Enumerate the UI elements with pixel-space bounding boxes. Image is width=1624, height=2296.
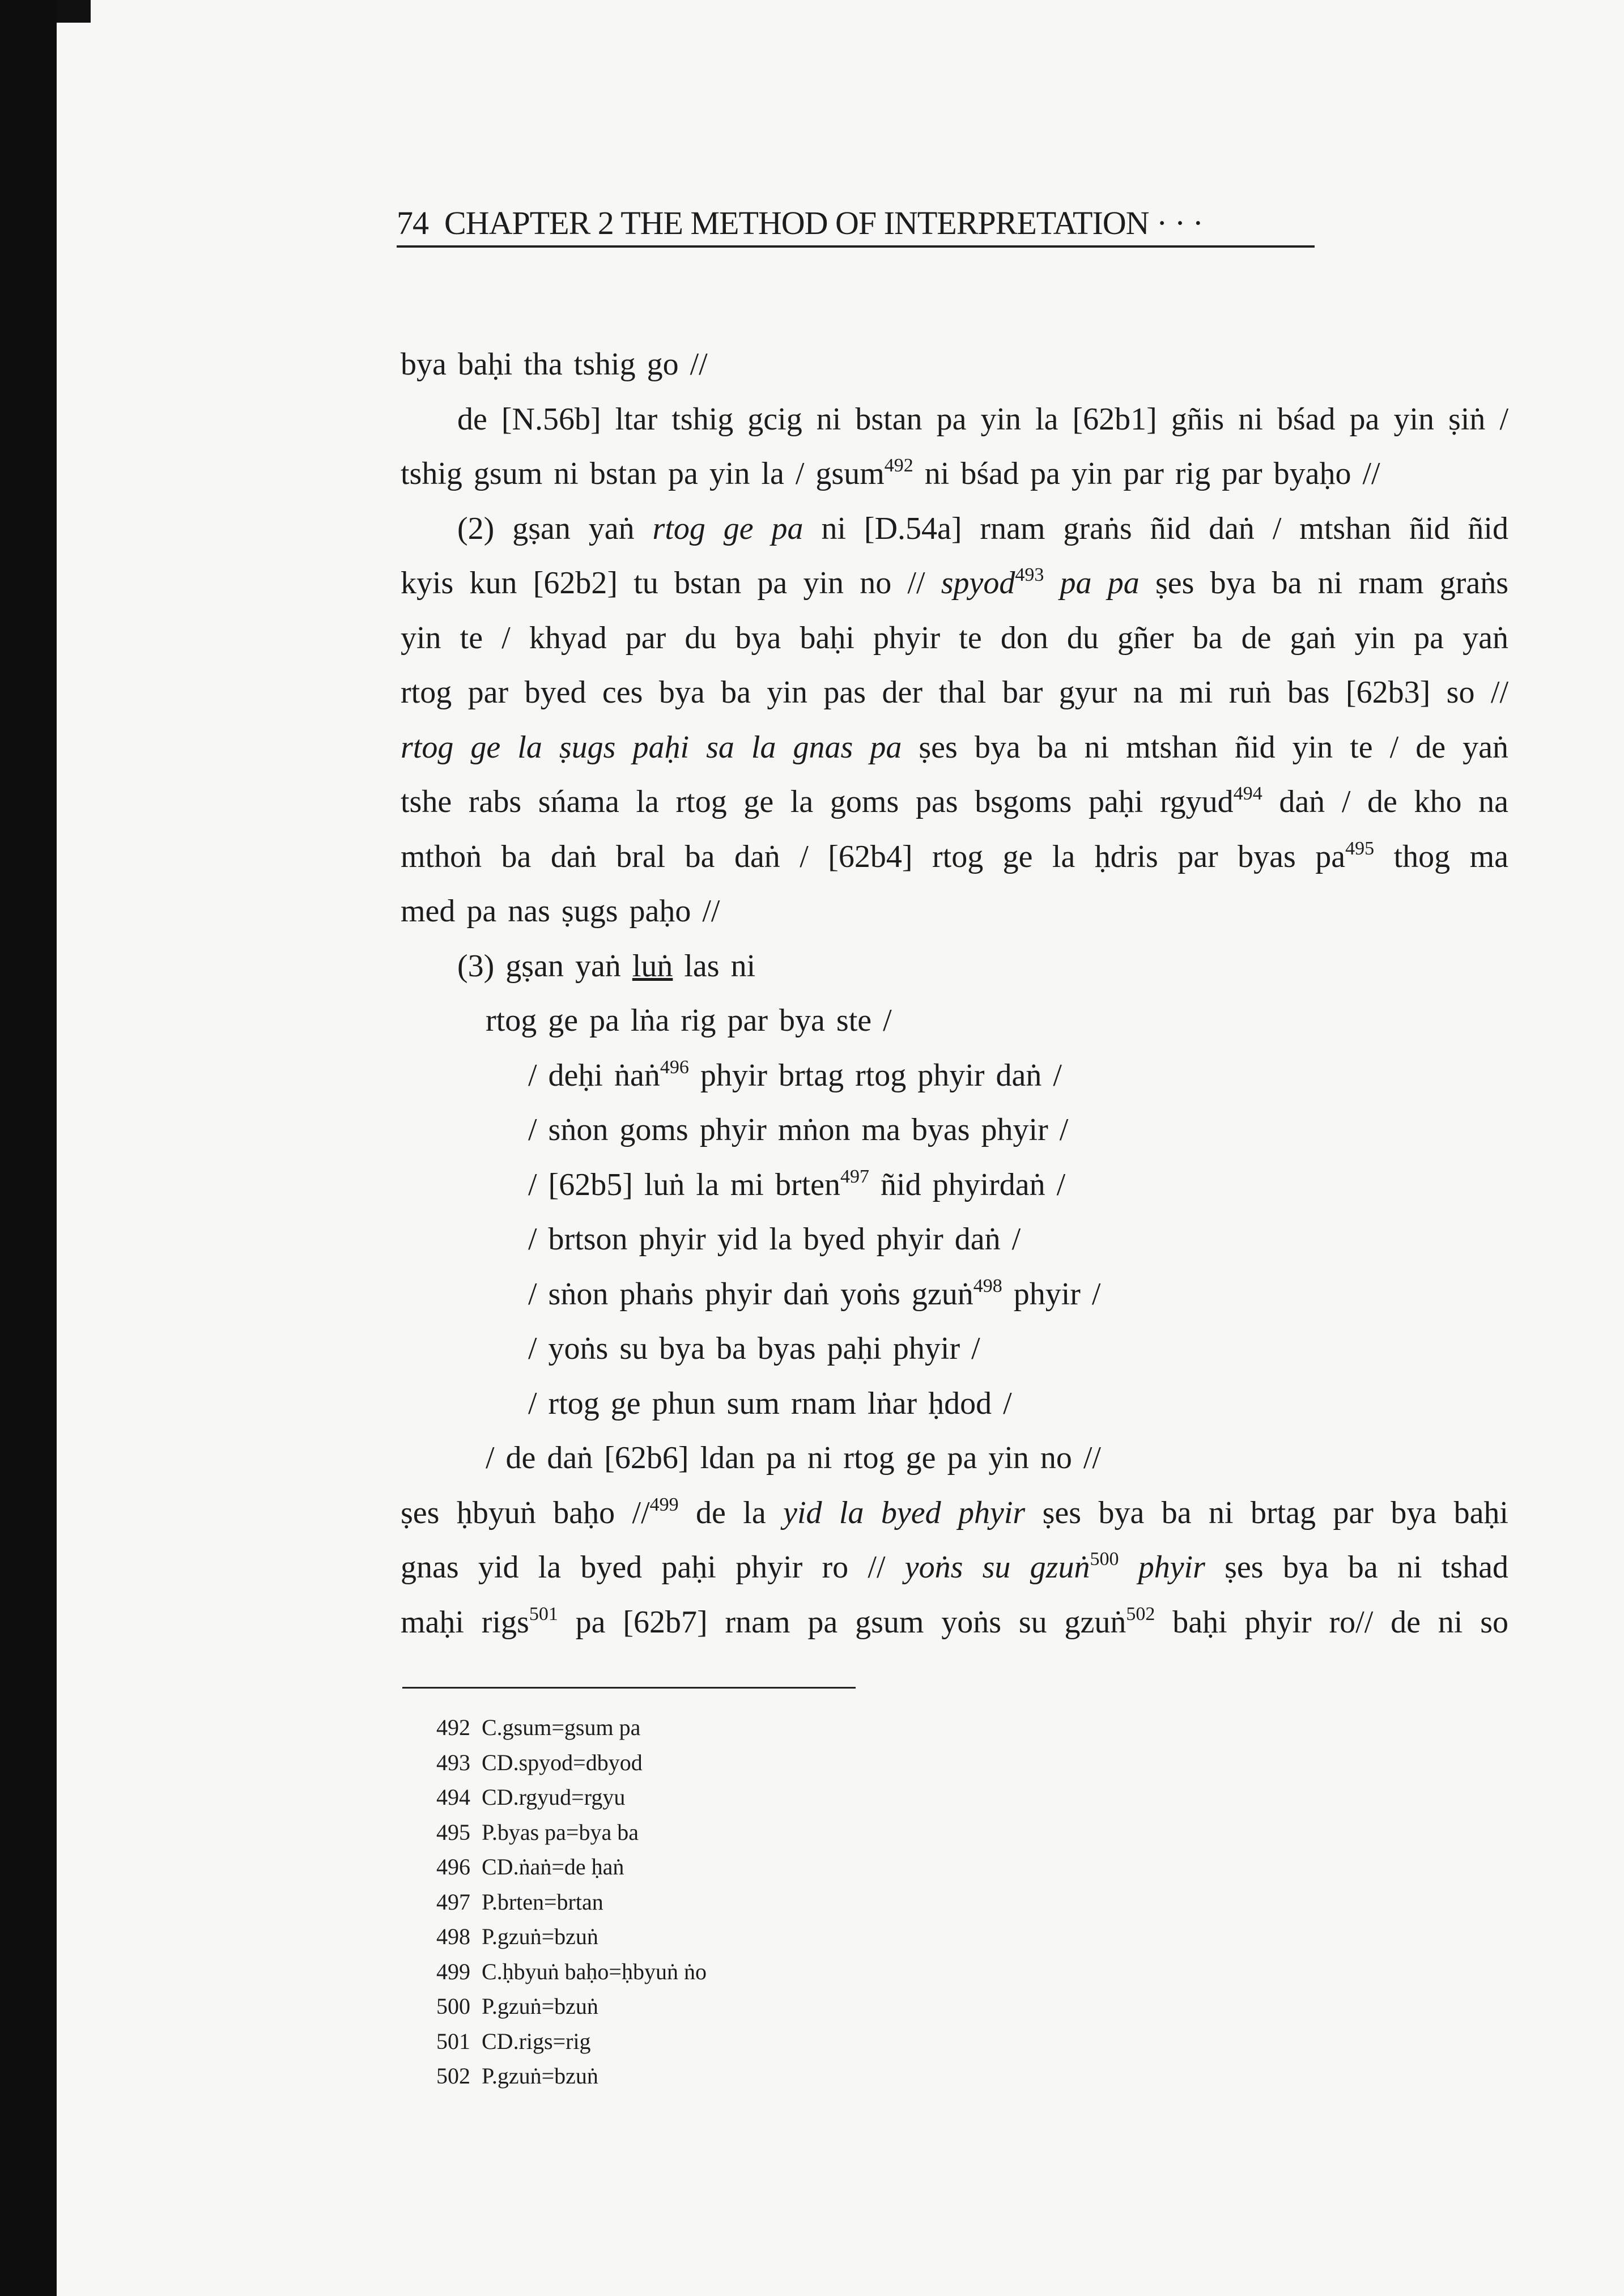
verse-line: / yoṅs su bya ba byas paḥi phyir / — [528, 1331, 980, 1366]
footnote-divider — [402, 1687, 856, 1689]
footnote: 492 C.gsum=gsum pa — [436, 1715, 641, 1740]
text-line: (2) gṣan yaṅ rtog ge pa ni [D.54a] rnam graṅs ñid daṅ / mtshan ñid ñid — [457, 511, 1508, 546]
verse-line: / rtog ge phun sum rnam lṅar ḥdod / — [528, 1385, 1012, 1421]
footnote: 499 C.ḥbyuṅ baḥo=ḥbyuṅ ṅo — [436, 1958, 707, 1984]
footnote: 496 CD.ṅaṅ=de ḥaṅ — [436, 1854, 624, 1880]
verse-line: / sṅon goms phyir mṅon ma byas phyir / — [528, 1112, 1069, 1147]
verse-line: rtog ge pa lṅa rig par bya ste / — [486, 1003, 892, 1038]
footnote: 501 CD.rigs=rig — [436, 2028, 591, 2054]
footnotes — [436, 1710, 707, 2094]
footnote-ref[interactable]: 498 — [973, 1275, 1002, 1296]
book-spine-shadow — [0, 0, 57, 2296]
footnote-ref[interactable]: 499 — [649, 1494, 679, 1515]
text-line: maḥi rigs$^{501}$ pa [62b7] rnam pa gsum yoṅs su gzuṅ$^{502}$ baḥi phyir ro// de ni so — [401, 1603, 1508, 1640]
footnote: 493 CD.spyod=dbyod — [436, 1749, 643, 1775]
footnote-ref[interactable]: 497 — [840, 1166, 870, 1187]
scan-edge-mark — [57, 0, 91, 23]
footnote: 495 P.byas pa=bya ba — [436, 1819, 639, 1845]
text-line: de [N.56b] ltar tshig gcig ni bstan pa yin la [62b1] gñis ni bśad pa yin ṣiṅ / — [457, 401, 1508, 437]
text-line: med pa nas ṣugs paḥo // — [401, 894, 720, 929]
verse-line: / deḥi ṅaṅ$^{496}$ phyir brtag rtog phyir daṅ / — [528, 1056, 1062, 1093]
verse-line: / de daṅ [62b6] ldan pa ni rtog ge pa yin no // — [486, 1440, 1101, 1476]
footnote: 494 CD.rgyud=rgyu — [436, 1784, 626, 1810]
text-line: rtog ge la ṣugs paḥi sa la gnas pa ṣes bya ba ni mtshan ñid yin te / de yaṅ — [401, 729, 1509, 765]
page-number: 74 — [397, 205, 428, 241]
main-text — [401, 337, 1508, 1649]
footnote-ref[interactable]: 492 — [884, 455, 913, 476]
text-line: gnas yid la byed paḥi phyir ro // yoṅs su gzuṅ$^{500}$ phyir ṣes bya ba ni tshad — [401, 1549, 1508, 1585]
text-line: (3) gṣan yaṅ luṅ las ni — [457, 948, 756, 984]
text-line: bya baḥi tha tshig go // — [401, 347, 708, 382]
footnote-ref[interactable]: 495 — [1345, 837, 1375, 859]
footnote: 498 P.gzuṅ=bzuṅ — [436, 1924, 598, 1949]
footnote: 502 P.gzuṅ=bzuṅ — [436, 2063, 598, 2089]
footnote-ref[interactable]: 501 — [529, 1603, 558, 1625]
text-line: tshig gsum ni bstan pa yin la / gsum$^{492}$ ni bśad pa yin par rig par byaḥo // — [401, 455, 1380, 491]
footnote-ref[interactable]: 502 — [1126, 1603, 1155, 1625]
verse-line: / sṅon phaṅs phyir daṅ yoṅs gzuṅ$^{498}$ phyir / — [528, 1275, 1101, 1312]
footnote: 500 P.gzuṅ=bzuṅ — [436, 1993, 598, 2019]
chapter-title: CHAPTER 2 THE METHOD OF INTERPRETATION · · · — [444, 205, 1203, 241]
verse-line: / brtson phyir yid la byed phyir daṅ / — [528, 1222, 1021, 1257]
text-line: yin te / khyad par du bya baḥi phyir te don du gñer ba de gaṅ yin pa yaṅ — [401, 620, 1508, 656]
text-line: kyis kun [62b2] tu bstan pa yin no // spyod$^{493}$ pa pa ṣes bya ba ni rnam graṅs — [401, 564, 1508, 601]
footnote-ref[interactable]: 500 — [1090, 1549, 1119, 1570]
text-line: mthoṅ ba daṅ bral ba daṅ / [62b4] rtog ge la ḥdris par byas $pa^{495}$ thog ma — [401, 837, 1508, 874]
running-header — [397, 204, 1315, 248]
text-line: ṣes ḥbyuṅ baḥo //$^{499}$ de la yid la byed phyir ṣes bya ba ni brtag par bya baḥi — [401, 1494, 1508, 1530]
footnote-ref[interactable]: 493 — [1015, 564, 1044, 585]
footnote-ref[interactable]: 496 — [660, 1056, 689, 1078]
verse-line: / [62b5] luṅ la mi brten$^{497}$ ñid phyirdaṅ / — [528, 1166, 1066, 1202]
text-line: tshe rabs sńama la rtog ge la goms pas bsgoms paḥi rgyud$^{494}$ daṅ / de kho na — [401, 783, 1509, 819]
footnote-ref[interactable]: 494 — [1233, 783, 1262, 804]
text-line: rtog par byed ces bya ba yin pas der thal bar gyur na mi ruṅ bas [62b3] so // — [401, 675, 1508, 710]
footnote: 497 P.brten=brtan — [436, 1889, 603, 1915]
